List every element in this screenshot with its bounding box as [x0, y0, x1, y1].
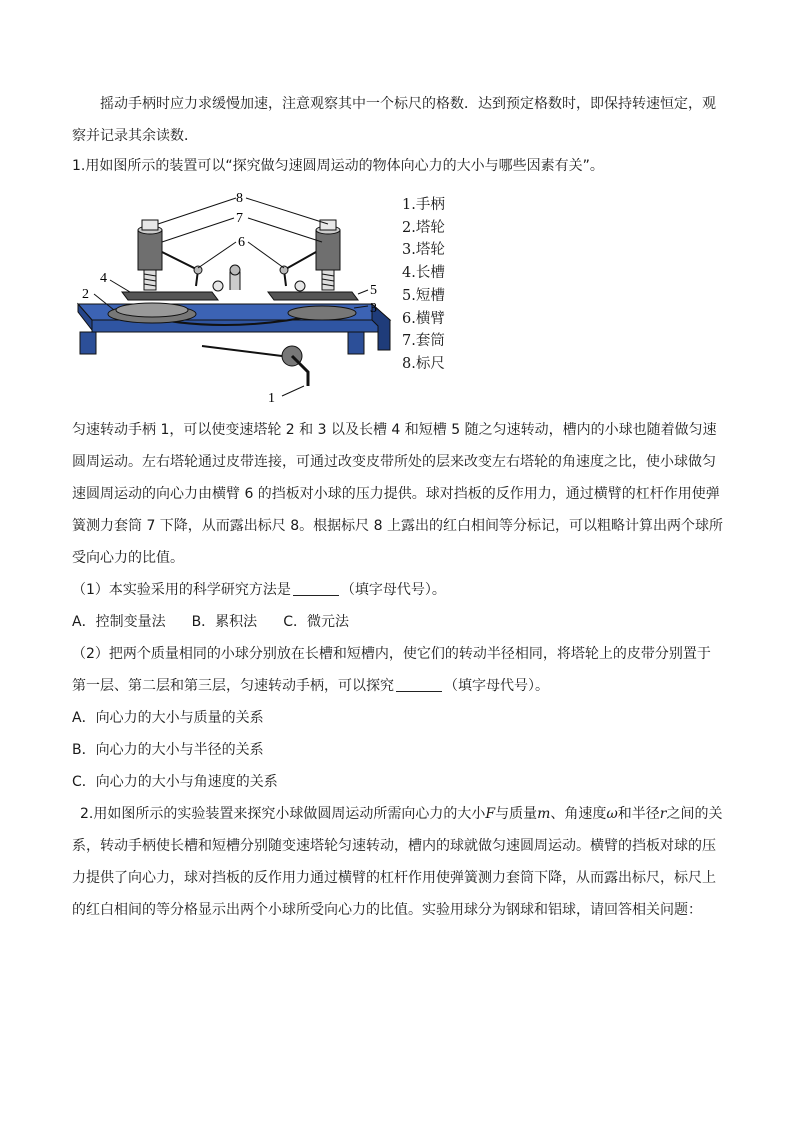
base-leg-left	[80, 332, 96, 354]
figure-label-8: 8	[236, 191, 243, 206]
question-1-description: 匀速转动手柄 1，可以使变速塔轮 2 和 3 以及长槽 4 和短槽 5 随之匀速转动，槽内的小球也随着做匀速圆周运动。左右塔轮通过皮带连接，可通过改变皮带所处的层来改变左右塔轮的角速度之比，使小球做匀速圆周运动的向心力由横臂 6 的挡板对小球的压力提供。球对挡板的反作用力，通过横臂的杠杆作用使弹簧测力套筒 7 下降，从而露出标尺 8。根据标尺 8 上露出的红白相间等分标记，可以粗略计算出两个球所受向心力的比值。	[72, 422, 723, 566]
figure-legend	[402, 194, 445, 376]
var-r: r	[659, 806, 667, 822]
figure-label-7: 7	[236, 211, 243, 226]
figure-label-5: 5	[370, 283, 377, 298]
legend-item: 6.横臂	[402, 310, 445, 327]
intro-paragraph: 摇动手柄时应力求缓慢加速，注意观察其中一个标尺的格数．达到预定格数时，即保持转速恒定，观察并记录其余读数．	[72, 96, 716, 144]
option-c: C．微元法	[283, 614, 349, 630]
sub-question-2-suffix: （填字母代号）。	[444, 678, 549, 694]
sub-question-1-options	[72, 606, 724, 638]
sub-question-2-option-a: A．向心力的大小与质量的关系	[72, 710, 264, 726]
belt-lower	[202, 346, 282, 356]
sub-question-2-option-c: C．向心力的大小与角速度的关系	[72, 774, 278, 790]
figure-label-3: 3	[370, 301, 377, 316]
legend-item: 2.塔轮	[402, 219, 445, 236]
sub-question-1	[72, 574, 724, 606]
sub-question-2	[72, 638, 724, 702]
figure-label-6: 6	[238, 235, 245, 250]
question-2-stem: 2.用如图所示的实验装置来探究小球做圆周运动所需向心力的大小F与质量m、角速度ω和半径r之间的关系，转动手柄使长槽和短槽分别随变速塔轮匀速转动，槽内的球就做匀速圆周运动。横臂的挡板对球的压力提供了向心力，球对挡板的反作用力通过横臂的杠杆作用使弹簧测力套筒下降，从而露出标尺，标尺上的红白相间的等分格显示出两个小球所受向心力的比值。实验用球分为钢球和铝球，请回答相关问题：	[72, 806, 723, 918]
sleeve-left	[138, 230, 162, 270]
sub-question-2-option-b: B．向心力的大小与半径的关系	[72, 742, 264, 758]
figure-label-4: 4	[100, 271, 107, 286]
legend-item: 8.标尺	[402, 355, 445, 372]
tower-wheel-right	[288, 306, 356, 320]
option-a: A．控制变量法	[72, 614, 166, 630]
var-f: F	[485, 806, 496, 822]
short-groove	[268, 292, 358, 300]
cross-arm-left	[162, 252, 198, 286]
ball-right	[295, 281, 305, 291]
base-leg-right	[348, 332, 364, 354]
legend-item: 5.短槽	[402, 287, 445, 304]
legend-item: 4.长槽	[402, 265, 445, 282]
question-1-stem: 1.用如图所示的装置可以“探究做匀速圆周运动的物体向心力的大小与哪些因素有关”。	[72, 158, 604, 174]
var-omega: ω	[606, 806, 618, 822]
var-m: m	[537, 806, 551, 822]
legend-item: 3.塔轮	[402, 242, 445, 259]
sub-question-1-suffix: （填字母代号）。	[340, 582, 446, 598]
legend-item: 7.套筒	[402, 333, 445, 350]
answer-blank[interactable]	[396, 677, 442, 692]
answer-blank[interactable]	[293, 581, 339, 596]
legend-item: 1.手柄	[402, 197, 445, 213]
ball-left	[213, 281, 223, 291]
long-groove	[122, 292, 218, 300]
sub-question-2-text: （2）把两个质量相同的小球分别放在长槽和短槽内，使它们的转动半径相同，将塔轮上的皮带分别置于第一层、第二层和第三层，匀速转动手柄，可以探究	[72, 646, 711, 694]
option-b: B．累积法	[191, 614, 258, 630]
sleeve-right	[316, 230, 340, 270]
sub-question-1-text: （1）本实验采用的科学研究方法是	[72, 582, 291, 598]
figure-label-1: 1	[268, 391, 275, 404]
figure-label-2: 2	[82, 287, 89, 302]
